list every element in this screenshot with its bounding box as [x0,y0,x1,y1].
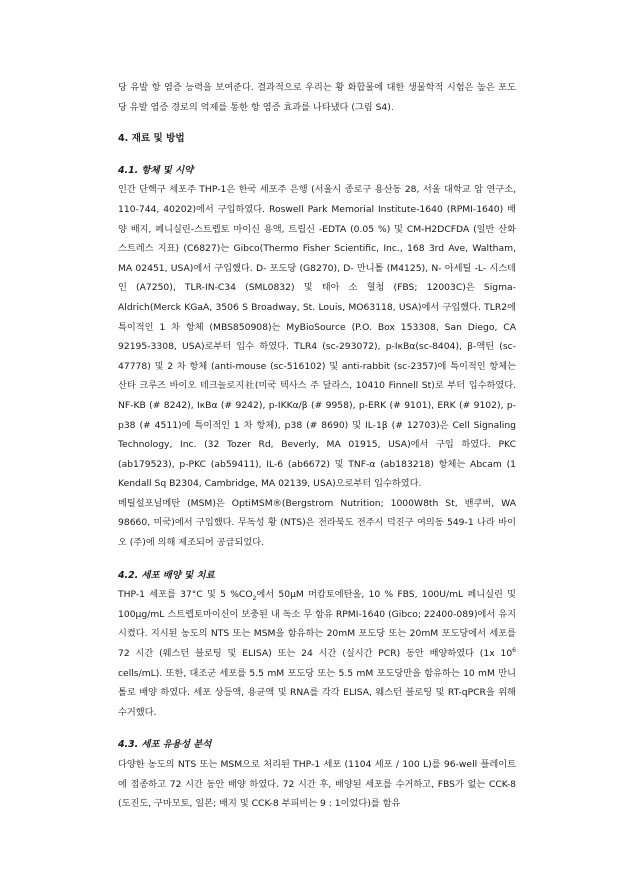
cell-culture-paragraph [118,585,516,722]
exponent-superscript: 6 [512,646,516,654]
msm-nts-paragraph: 메틸설포닐메탄 (MSM)은 OptiMSM®(Bergstrom Nutrition; 1000W8th St, 밴쿠버, WA 98660, 미국)에서 구입했다. 무독성 황 (NTS)은 전라북도 전주시 덕진구 여의동 549-1 나라 바이오 (주)에 의해 제조되어 공급되었다. [118,497,516,549]
co2-subscript: 2 [252,595,257,603]
section-heading-materials-methods: 4. 재료 및 방법 [118,133,185,145]
cell-culture-text-end: cells/mL). 또한, 대조군 세포를 5.5 mM 포도당 또는 5.5 mM 포도당만을 함유하는 10 mM 만니톨로 배양 하였다. 세포 상등액, 용균액 및 RNA를 각각 ELISA, 웨스턴 블로팅 및 RT-qPCR을 위해 수거했다. [118,667,516,718]
cell-culture-text-mid: 에서 50μM 머캅토에탄올, 10 % FBS, 100U/mL 페니실린 및 100μg/mL 스트렙토마이신이 보충된 내 독소 무 함유 RPMI-1640 (Gibco; 22400-089)에서 유지시켰다. 지시된 농도의 NTS 또는 MSM을 함유하는 20mM 포도당 또는 20mM 포도당에서 세포를 72 시간 (웨스턴 블로팅 및 ELISA) 또는 24 시간 (실시간 PCR) 동안 배양하였다 (1x 10 [118,589,516,660]
subsection-heading-cell-culture: 4.2. 세포 배양 및 치료 [118,569,215,581]
intro-paragraph: 당 유발 항 염증 능력을 보여준다. 결과적으로 우리는 황 화합물에 대한 생물학적 시험은 높은 포도당 유발 염증 경로의 억제를 통한 항 염증 효과를 나타냈다 (그림 S4). [118,82,516,113]
document-body [118,78,516,814]
cell-culture-text-start: THP-1 세포를 37°C 및 5 %CO [118,589,253,601]
cell-viability-paragraph: 다양한 농도의 NTS 또는 MSM으로 처리된 THP-1 세포 (1104 세포 / 100 L)를 96-well 플레이트에 접종하고 72 시간 동안 배양 하였다. 72 시간 후, 배양된 세포를 수거하고, FBS가 없는 CCK-8 (도진도, 구마모토, 일본; 배지 및 CCK-8 부피비는 9 : 1이었다)를 함유 [118,759,516,810]
subsection-heading-antibodies-reagents: 4.1. 항체 및 시약 [118,164,194,176]
antibodies-reagents-paragraph: 인간 단핵구 세포주 THP-1은 한국 세포주 은행 (서울시 종로구 용산동 28, 서울 대학교 암 연구소, 110-744, 40202)에서 구입하였다. Roswell Park Memorial Institute-1640 (RPMI-1640) 배양 배지, 페니실린-스트렙토 마이신 용액, 트립신 -EDTA (0.05 %) 및 CM-H2DCFDA (일반 산화 스트레스 지표) (C6827)는 Gibco(Thermo Fisher Scientific, Inc., 168 3rd Ave, Waltham, MA 02451, USA)에서 구입했다. D- 포도당 (G8270), D- 만니톨 (M4125), N- 아세틸 -L- 시스테인 (A7250), TLR-IN-C34 (SML0832) 및 태아 소 혈청 (FBS; 12003C)은 Sigma-Aldrich(Merck KGaA, 3506 S Broadway, St. Louis, MO63118, USA)에서 구입했다. TLR2에 특이적인 1 차 항체 (MBS850908)는 MyBioSource (P.O. Box 153308, San Diego, CA 92195-3308, USA)로부터 입수 하였다. TLR4 (sc-293072), p-IκBα(sc-8404), β-액틴 (sc-47778) 및 2 차 항체 (anti-mouse (sc-516102) 및 anti-rabbit (sc-2357)에 특이적인 항체는 산타 크루즈 바이오 테크놀로지社(미국 텍사스 주 달라스, 10410 Finnell St)로 부터 입수하였다. NF-KB (# 8242), IκBα (# 9242), p-IKKα/β (# 9958), p-ERK (# 9101), ERK (# 9102), p-p38 (# 4511)에 특이적인 1 차 항체), p38 (# 8690) 및 IL-1β (# 12703)은 Cell Signaling Technology, Inc. (32 Tozer Rd, Beverly, MA 01915, USA)에서 구입 하였다. PKC (ab179523), p-PKC (ab59411), IL-6 (ab6672) 및 TNF-α (ab183218) 항체는 Abcam (1 Kendall Sq B2304, Cambridge, MA 02139, USA)으로부터 입수하였다. [118,184,516,490]
subsection-heading-cell-viability: 4.3. 세포 유용성 분석 [118,739,212,751]
